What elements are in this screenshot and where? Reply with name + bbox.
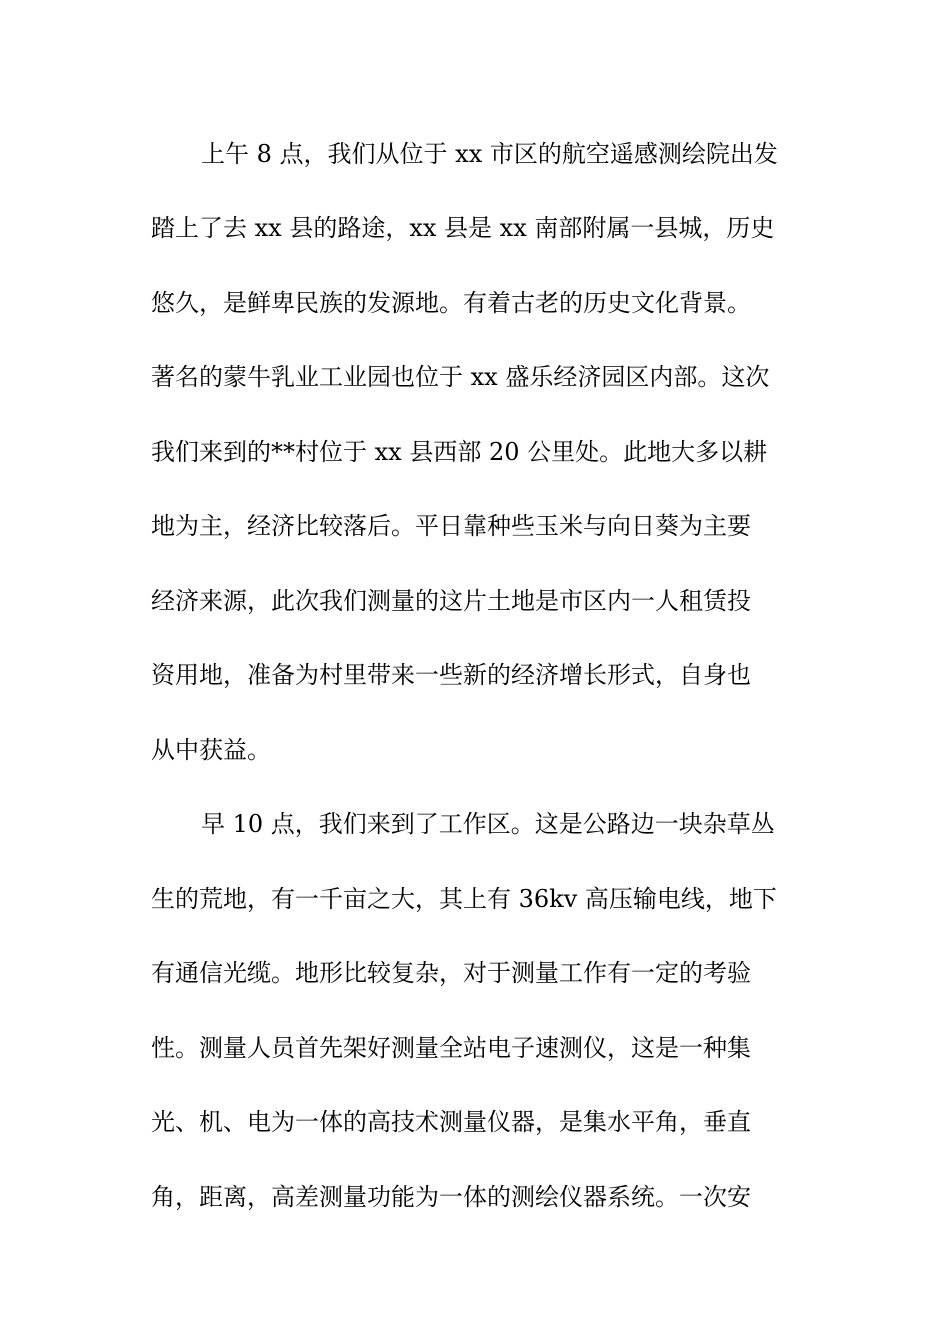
paragraph-1-line-3: 悠久，是鲜卑民族的发源地。有着古老的历史文化背景。: [151, 289, 751, 317]
paragraph-1-line-6: 地为主，经济比较落后。平日靠种些玉米与向日葵为主要: [151, 512, 751, 540]
paragraph-2-line-6: 角，距离，高差测量功能为一体的测绘仪器系统。一次安: [151, 1183, 751, 1211]
paragraph-2-line-3: 有通信光缆。地形比较复杂，对于测量工作有一定的考验: [151, 959, 751, 987]
paragraph-2-line-4: 性。测量人员首先架好测量全站电子速测仪，这是一种集: [151, 1034, 751, 1062]
paragraph-2-line-5: 光、机、电为一体的高技术测量仪器，是集水平角，垂直: [151, 1108, 751, 1136]
paragraph-2-line-2: 生的荒地，有一千亩之大，其上有 36kv 高压输电线，地下: [151, 885, 777, 913]
paragraph-1-line-7: 经济来源，此次我们测量的这片土地是市区内一人租赁投: [151, 587, 751, 615]
paragraph-1-line-2: 踏上了去 xx 县的路途，xx 县是 xx 南部附属一县城，历史: [151, 214, 775, 242]
paragraph-2-line-1: 早 10 点，我们来到了工作区。这是公路边一块杂草丛: [201, 810, 775, 838]
paragraph-1-line-8: 资用地，准备为村里带来一些新的经济增长形式，自身也: [151, 661, 751, 689]
paragraph-1-line-1: 上午 8 点，我们从位于 xx 市区的航空遥感测绘院出发: [201, 140, 778, 168]
paragraph-1-line-5: 我们来到的**村位于 xx 县西部 20 公里处。此地大多以耕: [151, 438, 768, 466]
paragraph-1-line-9: 从中获益。: [151, 736, 271, 764]
paragraph-1-line-4: 著名的蒙牛乳业工业园也位于 xx 盛乐经济园区内部。这次: [151, 363, 770, 391]
